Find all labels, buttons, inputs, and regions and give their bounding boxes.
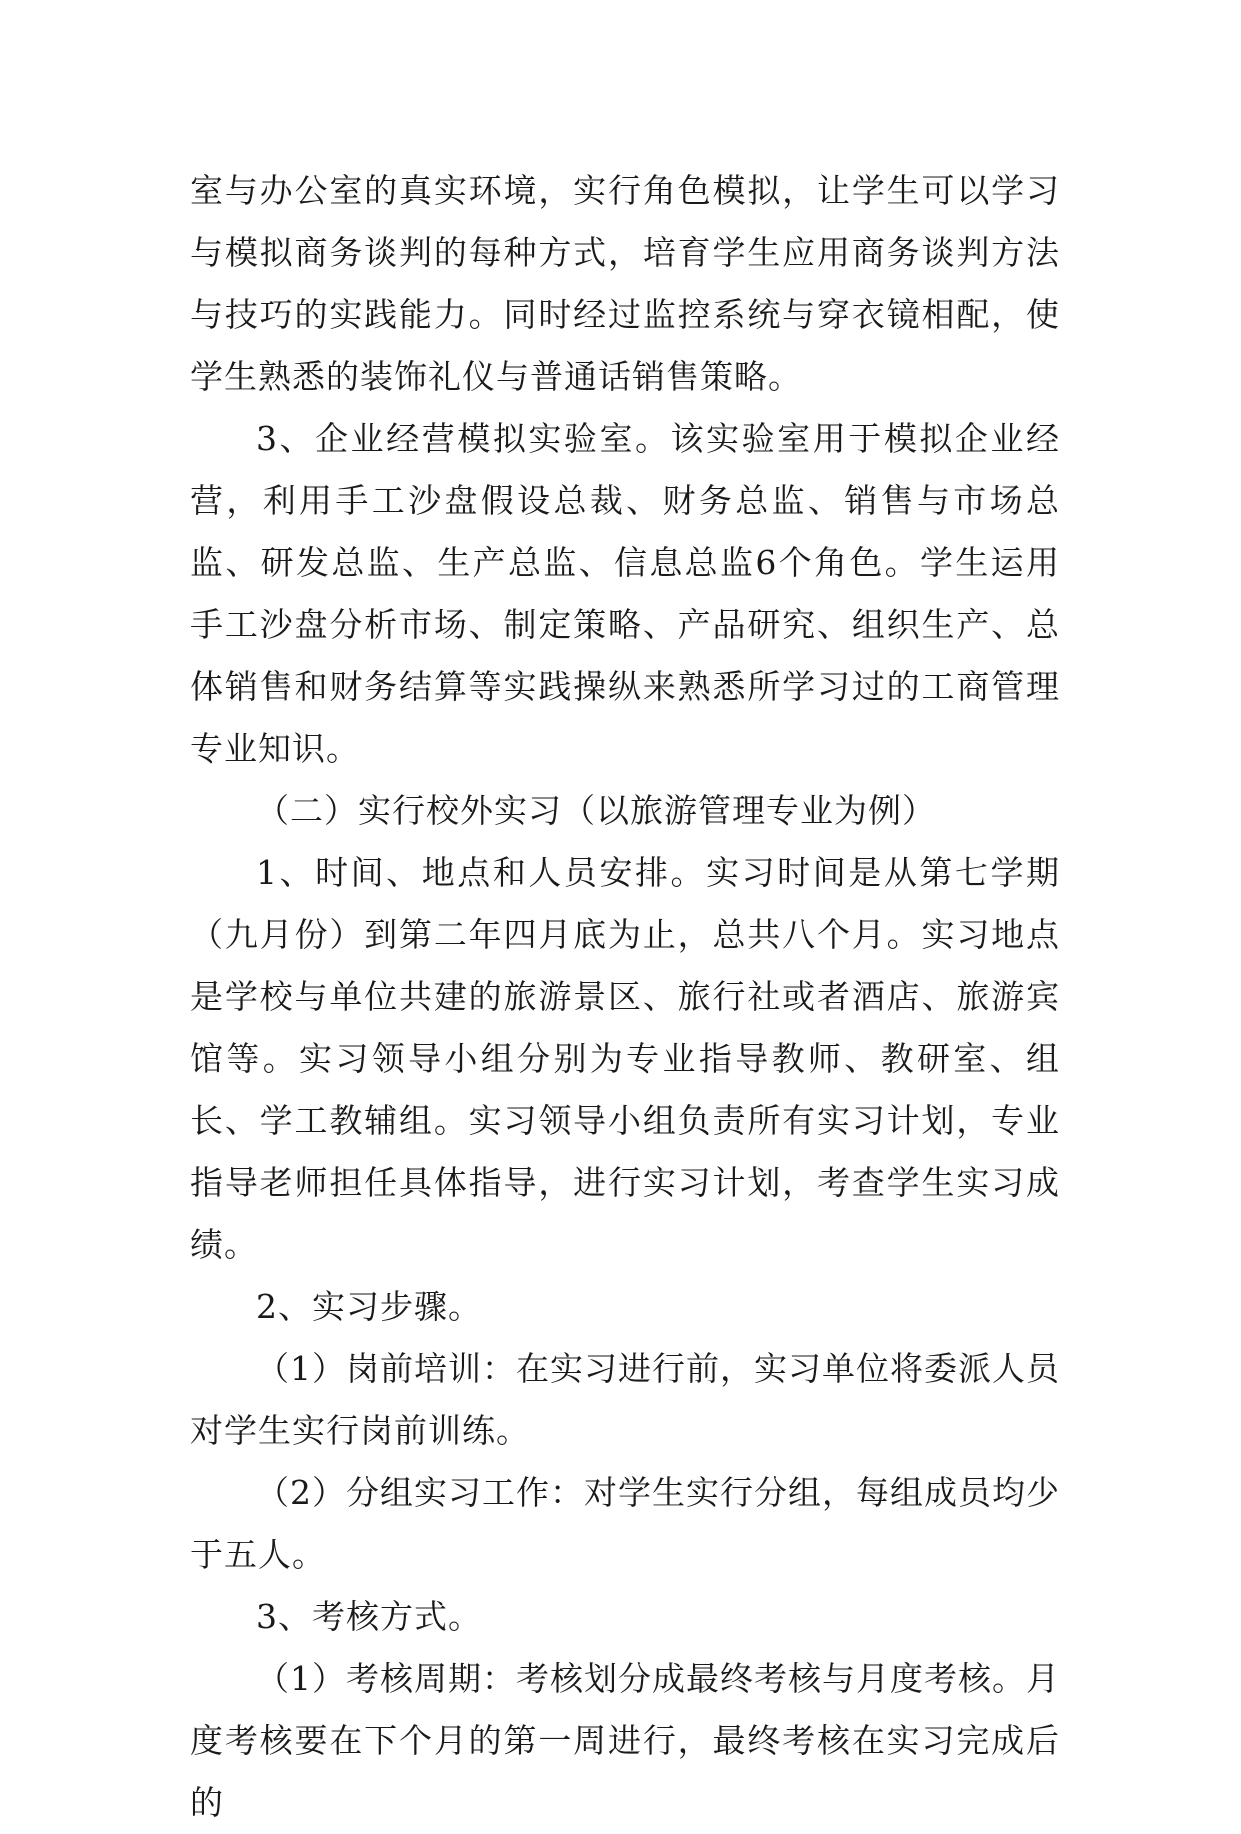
section-heading-offcampus-internship: （二）实行校外实习（以旅游管理专业为例） — [256, 791, 936, 830]
paragraph-business-sim-lab: 3、企业经营模拟实验室。该实验室用于模拟企业经营，利用手工沙盘假设总裁、财务总监、销售与市场总监、研发总监、生产总监、信息总监6个角色。学生运用手工沙盘分析市场、制定策略、产品研究、组织生产、总体销售和财务结算等实践操纵来熟悉所学习过的工商管理专业知识。 — [190, 419, 1060, 768]
paragraph-internship-steps: 2、实习步骤。 — [256, 1287, 482, 1326]
document-body — [190, 160, 1060, 1834]
paragraph-continuation: 室与办公室的真实环境，实行角色模拟，让学生可以学习与模拟商务谈判的每种方式，培育学生应用商务谈判方法与技巧的实践能力。同时经过监控系统与穿衣镜相配，使学生熟悉的装饰礼仪与普通话销售策略。 — [190, 171, 1060, 396]
paragraph-pre-job-training: （1）岗前培训：在实习进行前，实习单位将委派人员对学生实行岗前训练。 — [190, 1349, 1060, 1450]
paragraph-assessment-cycle: （1）考核周期：考核划分成最终考核与月度考核。月度考核要在下个月的第一周进行，最终考核在实习完成后的 — [190, 1659, 1060, 1822]
paragraph-time-place-staff: 1、时间、地点和人员安排。实习时间是从第七学期（九月份）到第二年四月底为止，总共八个月。实习地点是学校与单位共建的旅游景区、旅行社或者酒店、旅游宾馆等。实习领导小组分别为专业指导教师、教研室、组长、学工教辅组。实习领导小组负责所有实习计划，专业指导老师担任具体指导，进行实习计划，考查学生实习成绩。 — [190, 853, 1060, 1264]
paragraph-assessment-method: 3、考核方式。 — [256, 1597, 482, 1636]
paragraph-group-internship: （2）分组实习工作：对学生实行分组，每组成员均少于五人。 — [190, 1473, 1060, 1574]
